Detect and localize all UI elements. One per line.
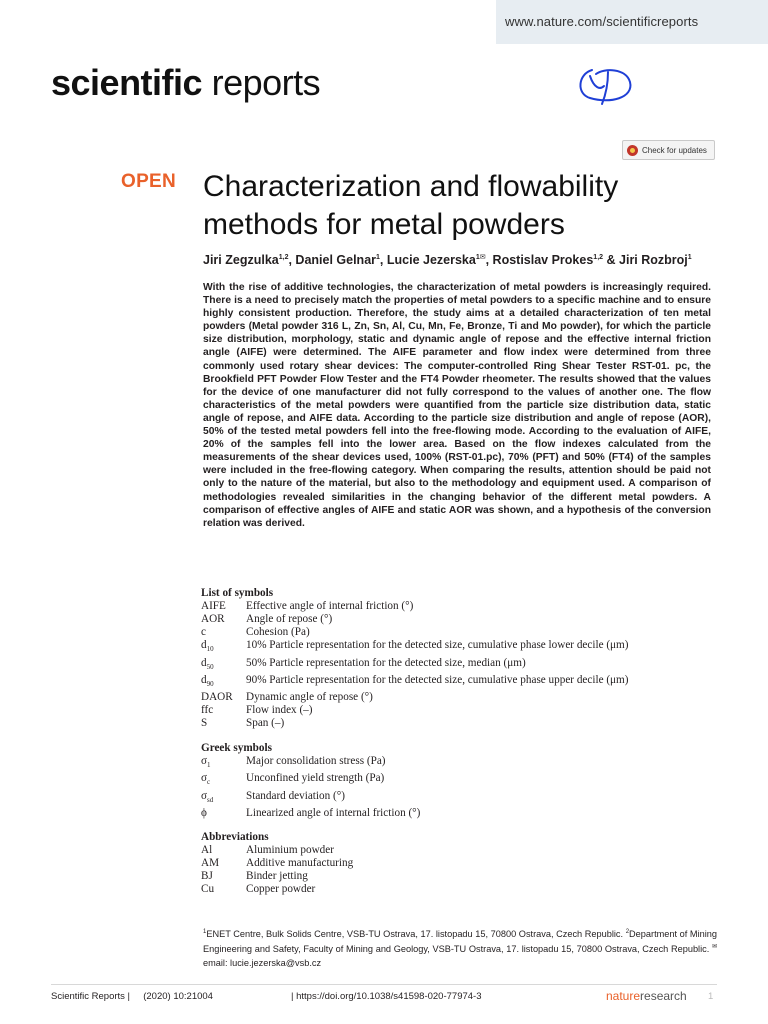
symbol-description: Aluminium powder <box>246 844 334 856</box>
check-for-updates-button[interactable] <box>622 140 715 160</box>
symbol-row <box>201 626 628 639</box>
symbol-subscript: 50 <box>206 662 214 671</box>
symbol-description: Standard deviation (°) <box>246 789 345 802</box>
open-access-label: OPEN <box>121 171 177 192</box>
symbol-subscript: 1 <box>207 761 211 770</box>
publisher-research: research <box>640 989 687 1003</box>
symbol-key <box>201 755 246 772</box>
symbol-row <box>201 883 353 896</box>
symbol-key <box>201 626 246 639</box>
symbol-key <box>201 857 246 870</box>
page-footer <box>0 990 768 1004</box>
symbol-row <box>201 600 628 613</box>
crossmark-icon <box>627 145 638 156</box>
symbol-description: Additive manufacturing <box>246 857 354 870</box>
symbol-description: Major consolidation stress (Pa) <box>246 755 386 767</box>
publisher-nature: nature <box>606 989 641 1003</box>
symbol-description: Span (–) <box>246 717 285 730</box>
check-for-updates-label: Check for updates <box>642 145 707 155</box>
symbol-description: Linearized angle of internal friction (°) <box>246 806 421 819</box>
symbol-description: 90% Particle representation for the detected size, cumulative phase upper decile (μm) <box>246 673 629 686</box>
symbol-key <box>201 639 246 656</box>
symbol-subscript: sd <box>207 795 214 804</box>
symbol-row <box>201 857 353 870</box>
symbol-key <box>201 600 246 613</box>
author-affiliation: 1 <box>687 254 692 261</box>
footer-doi-link[interactable]: | https://doi.org/10.1038/s41598-020-77974-3 <box>291 991 482 1002</box>
symbol-key <box>201 674 246 691</box>
symbol-key-text: AM <box>201 857 220 870</box>
author-name: Jiri Zegzulka <box>203 253 279 268</box>
symbol-description: Dynamic angle of repose (°) <box>246 691 373 704</box>
corresponding-email-link[interactable]: email: lucie.jezerska@vsb.cz <box>203 957 322 968</box>
symbol-key-text: d <box>201 673 207 686</box>
symbol-description: Cohesion (Pa) <box>246 626 310 639</box>
article-title: Characterization and flowability methods for metal powders <box>203 170 619 241</box>
symbols-heading: List of symbols <box>201 587 274 599</box>
author-separator: , <box>485 253 493 268</box>
symbol-key-text: S <box>201 717 208 730</box>
symbol-key-text: d <box>201 656 207 669</box>
symbol-description: Binder jetting <box>246 870 308 883</box>
symbol-row <box>201 807 420 820</box>
author-affiliation: 1 <box>376 254 380 261</box>
symbol-description: Angle of repose (°) <box>246 613 333 626</box>
symbol-key <box>201 790 246 807</box>
footer-volume: (2020) 10:21004 <box>143 991 213 1002</box>
author-separator: , <box>379 253 387 268</box>
author-separator: & <box>603 253 620 268</box>
greek-symbols <box>201 742 420 820</box>
author-affiliation: 1,2 <box>593 254 604 261</box>
symbol-key <box>201 657 246 674</box>
handwritten-scribble <box>570 60 640 110</box>
greek-heading: Greek symbols <box>201 742 272 754</box>
symbol-key-text: σ <box>201 789 208 802</box>
symbol-row <box>201 613 628 626</box>
symbol-description: 10% Particle representation for the detected size, cumulative phase lower decile (μm) <box>246 639 629 652</box>
abstract: With the rise of additive technologies, the characterization of metal powders is increasingly required. There is a need to precisely match the properties of metal powders to a specific machine and to ensure highly consistent production. Therefore, the study aims at a detailed characterization of ten metal powders (Metal powder 316 L, Zn, Sn, Al, Cu, Mn, Fe, Bronze, Ti and Mo powder), for which the particle size distribution, morphology, static and dynamic angle of repose and the effective internal friction angle (AIFE) were determined. The AIFE parameter and flow index were determined from three commonly used rotary shear devices: The computer-controlled Ring Shear Tester RST-01. pc, the Brookfield PFT Powder Flow Tester and the FT4 Powder rheometer. The results showed that the values for the device of one manufacturer did not fully correspond to the values of another one. The flow characteristics of the metal powders were quantified from the particle size distribution data, static angle of repose, and AIFE data. According to the particle size distribution and angle of repose (AOR), 50% of the tested metal powders fell into the free-flowing mode. According to the evaluation of AIFE, 20% of the samples fell into the lower area. Based on the flow indexes calculated from the measurements of the shear devices used, 100% (RST-01.pc), 70% (PFT) and 50% (FT4) of the samples were included in the free-flowing category. When comparing the results, attention should be paid not only to the nature of the material, but also to the methodology and equipment used. A comparison of methodologies revealed similarities in the changing behavior of the different metal powders. A comparison of effective angles of AIFE and static AOR was shown, and a hypothesis of the conversion relation was derived. <box>203 282 711 529</box>
symbol-key <box>201 807 246 820</box>
symbol-key <box>201 717 246 730</box>
symbol-subscript: c <box>207 778 211 787</box>
journal-logo <box>51 62 320 104</box>
symbol-subscript: 90 <box>206 680 214 689</box>
symbol-row <box>201 772 420 789</box>
symbol-key-text: d <box>201 639 207 652</box>
symbol-key-text: BJ <box>201 870 213 883</box>
symbol-description: Effective angle of internal friction (°) <box>246 600 414 612</box>
symbol-key <box>201 772 246 789</box>
journal-url-link[interactable]: www.nature.com/scientificreports <box>505 14 699 29</box>
symbol-row <box>201 844 353 857</box>
symbol-key-text: AIFE <box>201 600 226 612</box>
abbreviations <box>201 831 353 896</box>
symbol-key-text: Al <box>201 844 213 856</box>
symbol-row <box>201 657 628 674</box>
symbol-key <box>201 691 246 704</box>
symbol-key-text: σ <box>201 755 208 767</box>
page-number: 1 <box>708 991 714 1002</box>
symbol-subscript: 10 <box>206 645 214 654</box>
author-name: Daniel Gelnar <box>295 253 377 268</box>
symbol-key <box>201 613 246 626</box>
symbol-key <box>201 844 246 857</box>
symbol-key <box>201 704 246 717</box>
symbol-row <box>201 639 628 656</box>
symbol-description: Unconfined yield strength (Pa) <box>246 772 385 785</box>
author-list <box>203 253 692 267</box>
symbol-key-text: Cu <box>201 883 215 896</box>
symbol-key-text: AOR <box>201 613 225 626</box>
journal-logo-bold: scientific <box>51 62 203 103</box>
list-of-symbols <box>201 587 628 731</box>
symbol-key-text: c <box>201 626 206 639</box>
symbol-row <box>201 717 628 730</box>
symbol-description: Copper powder <box>246 883 316 896</box>
journal-logo-light: reports <box>211 62 321 103</box>
author-affiliation: 1,2 <box>278 254 289 261</box>
symbol-key-text: ϕ <box>201 806 207 819</box>
affiliation-1: ENET Centre, Bulk Solids Centre, VSB-TU Ostrava, 17. listopadu 15, 70800 Ostrava, Czech Republic. <box>206 929 626 940</box>
footer-divider <box>51 984 717 985</box>
symbol-description: 50% Particle representation for the detected size, median (μm) <box>246 656 526 669</box>
symbol-key-text: DAOR <box>201 691 233 704</box>
symbol-row <box>201 691 628 704</box>
url-banner <box>496 0 768 44</box>
symbol-key-text: ffc <box>201 704 214 717</box>
symbol-key-text: σ <box>201 772 208 785</box>
abbreviations-heading: Abbreviations <box>201 831 269 843</box>
symbol-row <box>201 755 420 772</box>
footnote-sup-2: 2 <box>625 929 630 935</box>
author-name: Rostislav Prokes <box>492 253 594 268</box>
affiliations-footnote <box>203 926 717 970</box>
symbol-row <box>201 704 628 717</box>
symbol-key <box>201 883 246 896</box>
email-icon: ✉ <box>711 944 717 951</box>
author-name: Lucie Jezerska <box>386 253 476 268</box>
author-affiliation: 1✉ <box>475 254 486 261</box>
symbol-row <box>201 870 353 883</box>
symbol-key <box>201 870 246 883</box>
footer-citation <box>51 991 213 1002</box>
symbol-row <box>201 674 628 691</box>
publisher-logo <box>606 989 687 1003</box>
author-separator: , <box>288 253 296 268</box>
affiliation-2: Department of Mining Engineering and Safety, Faculty of Mining and Geology, VSB-TU Ostrava, 17. listopadu 15, 70800 Ostrava, Czech Republic. <box>203 929 717 955</box>
symbol-description: Flow index (–) <box>246 704 313 717</box>
symbol-row <box>201 790 420 807</box>
footnote-sup-1: 1 <box>203 929 207 935</box>
footer-journal: Scientific Reports | <box>51 991 131 1002</box>
author-name: Jiri Rozbroj <box>619 253 688 268</box>
